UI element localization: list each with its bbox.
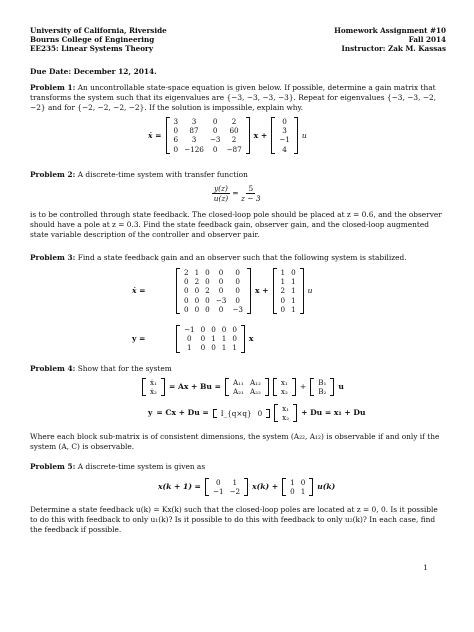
problem-1-text: Problem 1: An uncontrollable state-space equation is given below. If possible, determine a gain matrix that transforms the system such that its eigenvalues are {−3, −3, −3, −3}. Repeat for eigenvalues {−3, −3, −2, −2} and for {−2, −2, −2, −2}. If the solution is impossible, explain why. [30,83,437,112]
block-a-row [230,378,264,387]
block-b-row [315,378,329,387]
matrix-a3-entry: 0 [184,277,189,287]
matrix-a3-entry: 0 [235,295,240,305]
matrix-b1-row [276,117,293,126]
matrix-a1-entry: 0 [212,126,218,136]
block-b-row [315,387,329,396]
matrix-a3-entry: 0 [205,304,210,314]
block-a-entry: A₂₂ [249,387,261,397]
matrix-a3-entry: 0 [194,295,200,305]
matrix-c3-entry: 0 [211,343,216,353]
matrix-a3-entry: 0 [218,268,224,277]
matrix-a3-entry: 0 [184,286,189,296]
matrix-a1-entry: 2 [231,135,237,145]
problem-2-text2: is to be controlled through state feedback. The closed-loop pole should be placed at z = 0.6, and the observer should have a pole at z = 0.3. Find the state feedback gain, observer gain, and the closed-loop augmented state variable description of the controller and observer pair. [30,210,442,239]
due-date: Due Date: December 12, 2014. [30,67,157,76]
matrix-b3-entry: 2 [280,286,286,296]
matrix-b1-entry: 3 [282,126,287,136]
vector-xdot-entry: ẋ₂ [150,387,157,397]
matrix-a3-entry: 0 [235,277,240,287]
matrix-a1-entry: 0 [173,126,179,136]
matrix-b1-row [276,126,293,135]
block-c-entry: 0 [257,408,263,418]
problem-2-transfer-function: $\frac{y(z)}{u(z)}$ = $\frac{5}{z - 3}$ [213,184,261,203]
matrix-c3-entry: 1 [232,343,237,353]
block-c-row [218,409,265,418]
matrix-a5-entry: 0 [215,478,221,487]
matrix-a1-entry: 3 [173,117,179,126]
matrix-a1-entry: 2 [231,117,237,126]
matrix-c3-entry: 1 [187,343,192,353]
matrix-a3-entry: 0 [184,295,189,305]
matrix-c3-entry: 0 [232,334,237,344]
matrix-B3 [273,268,304,314]
matrix-a1-row [171,135,245,144]
problem-1-title: Problem 1: [30,83,76,92]
problem-3-output-equation: y = −1 0 0 0 0 0 0 1 1 0 1 0 0 1 1 x [132,325,254,353]
vector-x-row [278,387,291,396]
course-name: EE235: Linear Systems Theory [30,44,154,53]
matrix-b3-entry: 1 [291,286,296,296]
matrix-a3-entry: 0 [184,304,189,314]
page-number: 1 [423,563,428,572]
matrix-c3-entry: 0 [232,325,237,334]
matrix-c3-row [181,325,240,334]
problem-4-title: Problem 4: [30,364,76,373]
matrix-a1-entry: 6 [173,135,179,145]
matrix-b3-entry: 0 [280,304,286,314]
matrix-a1-entry: 0 [212,144,218,154]
matrix-c3-entry: 0 [211,325,216,334]
matrix-b3-row [278,286,299,295]
problem-5-equation: x(k + 1) = 0 1 −1 −2 x(k) + 1 0 0 1 u(k) [158,478,336,497]
vector-xdot-row [147,387,160,396]
matrix-a3-entry: 2 [184,268,189,277]
problem-4-equation-1: ẋ₁ ẋ₂ = Ax + Bu = A₁₁ A₁₂ A₂₁ A₂₂ x₁ x₂ + B₁ B₂ u [142,378,344,396]
matrix-c3-row [181,343,240,352]
university-name: University of California, Riverside [30,26,167,35]
block-b-entry: B₂ [318,387,327,397]
matrix-a3-entry: 0 [194,286,200,296]
matrix-c3-entry: 1 [221,343,227,353]
matrix-a1-entry: 0 [212,117,218,126]
problem-3-text: Problem 3: Find a state feedback gain and an observer such that the following system is stabilized. [30,253,407,262]
matrix-c3-entry: 0 [200,343,206,353]
vector-x2-row [279,413,292,422]
matrix-b3-entry: 1 [291,304,296,314]
problem-4-text: Problem 4: Show that for the system [30,364,172,373]
matrix-b3-entry: 1 [291,295,296,305]
matrix-a3-entry: −3 [215,295,227,305]
matrix-b1-row [276,145,293,154]
problem-4-equation-2: y = Cx + Du = I_{q×q} 0 x₁ x₂ + Du = x₁ + Du [148,404,366,423]
matrix-c3-entry: 0 [200,334,206,344]
block-b-entry: B₁ [318,378,327,387]
block-a-row [230,387,264,396]
matrix-b3-entry: 0 [291,268,296,277]
header-left [30,26,167,53]
matrix-b3-entry: 0 [280,295,286,305]
matrix-a1-row [171,126,245,135]
matrix-a3-entry: 1 [194,268,200,277]
matrix-b1-entry: −1 [279,135,290,145]
matrix-a1-entry: 3 [191,135,197,145]
problem-3-title: Problem 3: [30,253,76,262]
matrix-B1 [271,117,298,154]
matrix-a3-entry: 2 [194,277,200,287]
vector-x2-entry: x₂ [282,413,290,423]
vector-x2-entry: x₁ [282,404,290,413]
matrix-b5-entry: 1 [290,478,295,487]
matrix-c3-entry: 1 [221,334,227,344]
problem-4-text2: Where each block sub-matrix is of consistent dimensions, the system (A₂₂, A₁₂) is observable if and only if the system (A, C) is observable. [30,432,440,451]
matrix-b3-entry: 1 [280,268,286,277]
matrix-a5-entry: −1 [212,487,224,497]
block-a-entry: A₁₂ [249,378,261,387]
matrix-a1-entry: 3 [191,117,197,126]
matrix-a3-row [181,296,246,305]
matrix-a3-entry: 0 [205,268,210,277]
vector-xdot-row [147,378,160,387]
matrix-a3-entry: 0 [235,286,240,296]
matrix-b1-row [276,135,293,144]
matrix-a1-entry: −3 [209,135,221,145]
matrix-b1-entry: 4 [282,144,287,154]
matrix-a3-entry: 0 [235,268,240,277]
matrix-b3-row [278,296,299,305]
problem-2-title: Problem 2: [30,170,76,179]
matrix-A3 [176,268,251,314]
matrix-b5-row [287,478,308,487]
vector-x-entry: x₁ [280,378,288,387]
matrix-c3-entry: 1 [211,334,216,344]
block-c-entry: I_{q×q} [220,408,252,418]
vector-x-row [278,378,291,387]
matrix-a1-entry: −126 [184,144,204,154]
matrix-b3-row [278,277,299,286]
matrix-a5-row [210,487,243,496]
matrix-a3-entry: 0 [218,304,224,314]
matrix-a3-entry: 0 [218,286,224,296]
matrix-a1-entry: 0 [173,144,179,154]
matrix-A1 [166,117,250,154]
problem-1-equation: ẋ = 3 3 0 2 0 87 0 60 6 3 −3 2 0 −126 0 −87 x + 0 3 −1 4 u [148,117,307,154]
matrix-a3-entry: −3 [232,304,243,314]
header-right [334,26,446,53]
matrix-c3-entry: 0 [200,325,206,334]
problem-5-text: Problem 5: A discrete-time system is given as [30,462,206,471]
matrix-a1-row [171,117,245,126]
matrix-a3-row [181,305,246,314]
matrix-a3-entry: 0 [205,277,210,287]
matrix-c3-entry: 0 [221,325,227,334]
vector-x-entry: x₂ [280,387,288,397]
matrix-a3-row [181,268,246,277]
matrix-b3-entry: 1 [280,277,286,287]
block-a-entry: A₁₁ [232,378,244,387]
problem-5-title: Problem 5: [30,462,76,471]
instructor: Instructor: Zak M. Kassas [341,44,446,53]
matrix-b1-entry: 0 [282,117,287,126]
matrix-c3-row [181,334,240,343]
matrix-a3-row [181,277,246,286]
matrix-b3-row [278,268,299,277]
matrix-a3-entry: 0 [205,295,210,305]
block-a-entry: A₂₁ [232,387,244,397]
problem-5-text2: Determine a state feedback u(k) = Kx(k) such that the closed-loop poles are located at z = 0, 0. Is it possible to do this with feedback to only u₁(k)? Is it possible to do this with feedback to only u₂(k)? In each case, find the feedback if possible. [30,505,438,534]
matrix-c3-entry: −1 [184,325,195,334]
matrix-a5-entry: −2 [229,487,241,497]
matrix-a3-entry: 0 [218,277,224,287]
matrix-b5-row [287,487,308,496]
matrix-a5-row [210,478,243,487]
matrix-b5-entry: 1 [300,487,306,497]
matrix-b5-entry: 0 [290,487,295,497]
matrix-b3-row [278,305,299,314]
matrix-C3 [176,325,245,353]
matrix-a1-row [171,145,245,154]
matrix-a3-row [181,286,246,295]
matrix-a1-entry: −87 [226,144,242,154]
matrix-a1-entry: 87 [189,126,199,136]
matrix-b5-entry: 0 [300,478,306,487]
matrix-a3-entry: 2 [205,286,210,296]
college-name: Bourns College of Engineering [30,35,155,44]
vector-xdot-entry: ẋ₁ [150,378,157,387]
matrix-a5-entry: 1 [232,478,238,487]
assignment-title: Homework Assignment #10 [334,26,446,35]
matrix-a3-entry: 0 [194,304,200,314]
problem-3-state-equation: ẋ = 2 1 0 0 0 0 2 0 0 0 0 0 2 0 0 0 0 0 −3 0 0 0 0 0 −3 x + 1 0 1 1 2 1 0 1 0 1 u [132,268,313,314]
matrix-a1-entry: 60 [229,126,239,136]
vector-x2-row [279,404,292,413]
matrix-c3-entry: 0 [187,334,192,344]
term: Fall 2014 [408,35,446,44]
problem-2-text: Problem 2: A discrete-time system with transfer function [30,170,248,179]
matrix-b3-entry: 1 [291,277,296,287]
